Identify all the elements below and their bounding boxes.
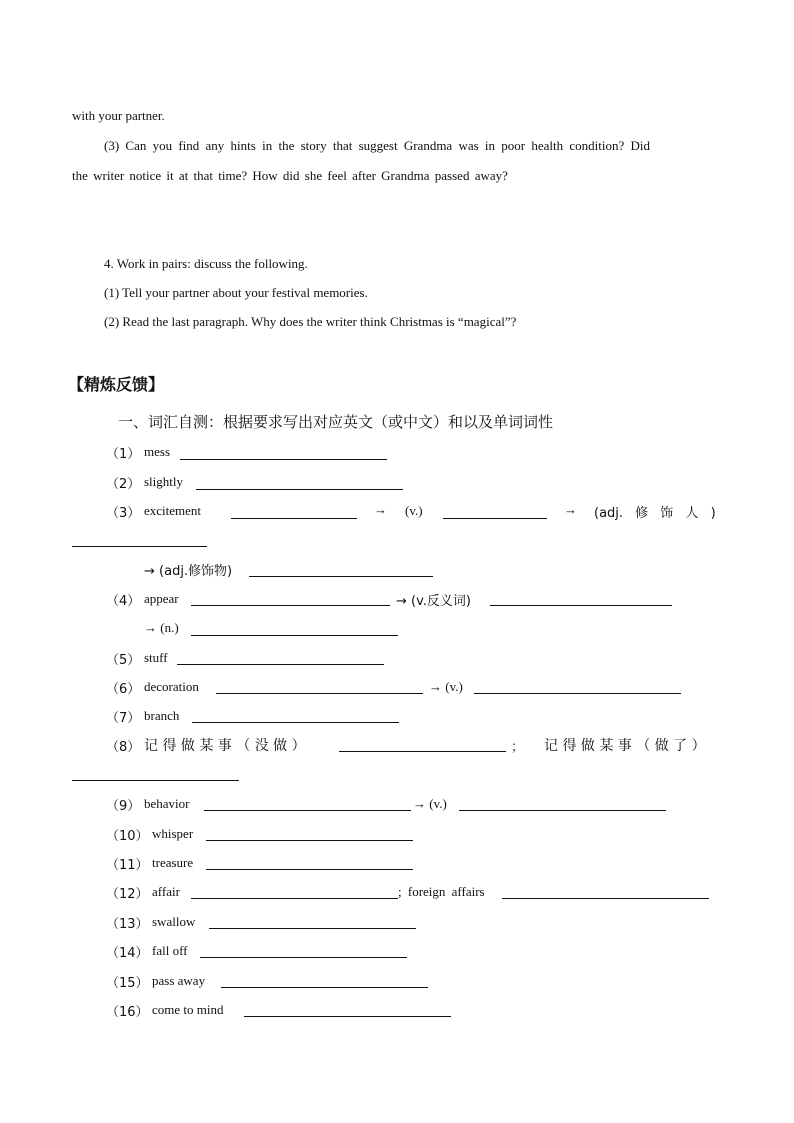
answer-blank[interactable] [231, 518, 357, 519]
vocab-word: ; foreign affairs [398, 884, 485, 899]
answer-blank[interactable] [191, 898, 398, 899]
answer-blank[interactable] [72, 780, 239, 781]
item-number: （4） [106, 594, 141, 609]
item-number: （11） [106, 858, 149, 873]
question-3-line-2: the writer notice it at that time? How did she feel after Grandma passed away? [72, 168, 508, 183]
item-number: （3） [106, 506, 141, 521]
paragraph-line: with your partner. [72, 108, 165, 123]
item-number: （9） [106, 799, 141, 814]
vocab-word: 记 得 做 某 事 （ 做 了 ） [544, 738, 706, 754]
vocab-word: treasure [152, 855, 194, 870]
answer-blank[interactable] [191, 635, 398, 636]
question-3-line-1: (3) Can you find any hints in the story that suggest Grandma was in poor health condition? Did [104, 138, 650, 153]
answer-blank[interactable] [221, 987, 428, 988]
arrow-icon: → [374, 502, 387, 517]
pos-label: → (v.反义词) [396, 594, 471, 609]
vocab-word: stuff [144, 650, 168, 665]
vocab-word: mess [144, 444, 170, 459]
vocab-word: affair [152, 884, 180, 899]
task-4-heading: 4. Work in pairs: discuss the following. [104, 256, 308, 271]
answer-blank[interactable] [200, 957, 407, 958]
answer-blank[interactable] [206, 869, 413, 870]
vocab-word: fall off [152, 943, 188, 958]
vocab-word: come to mind [152, 1002, 224, 1017]
answer-blank[interactable] [502, 898, 709, 899]
separator: ； [511, 740, 525, 755]
answer-blank[interactable] [206, 840, 413, 841]
answer-blank[interactable] [244, 1016, 451, 1017]
section-title: 【精炼反馈】 [68, 375, 165, 394]
answer-blank[interactable] [459, 810, 666, 811]
vocab-word: appear [144, 591, 179, 606]
answer-blank[interactable] [192, 722, 399, 723]
vocab-word: behavior [144, 796, 190, 811]
answer-blank[interactable] [216, 693, 423, 694]
task-4-question-2: (2) Read the last paragraph. Why does the writer think Christmas is “magical”? [104, 314, 517, 329]
section-subtitle: 一、词汇自测：根据要求写出对应英文（或中文）和以及单词词性 [118, 413, 554, 431]
vocab-word: excitement [144, 503, 202, 518]
answer-blank[interactable] [196, 489, 403, 490]
answer-blank[interactable] [339, 751, 506, 752]
item-number: （7） [106, 711, 141, 726]
pos-label: → (v.) [413, 796, 447, 811]
vocab-word: whisper [152, 826, 194, 841]
vocab-word: 记 得 做 某 事 （ 没 做 ） [144, 738, 306, 754]
item-number: （6） [106, 682, 141, 697]
answer-blank[interactable] [180, 459, 387, 460]
answer-blank[interactable] [249, 576, 433, 577]
arrow-icon: → [564, 502, 577, 517]
pos-label: (v.) [405, 503, 423, 518]
item-number: （14） [106, 946, 149, 961]
item-number: （8） [106, 740, 141, 755]
pos-label: (adj. 修 饰 人 ) [594, 506, 716, 521]
item-number: （1） [106, 447, 141, 462]
vocab-word: swallow [152, 914, 196, 929]
item-number: （10） [106, 829, 149, 844]
pos-label: → (adj.修饰物) [144, 564, 233, 579]
answer-blank[interactable] [209, 928, 416, 929]
item-number: （13） [106, 917, 149, 932]
item-number: （15） [106, 976, 149, 991]
pos-label: → (v.) [429, 679, 463, 694]
answer-blank[interactable] [443, 518, 547, 519]
answer-blank[interactable] [191, 605, 390, 606]
item-number: （12） [106, 887, 149, 902]
vocab-word: decoration [144, 679, 199, 694]
item-number: （5） [106, 653, 141, 668]
task-4-question-1: (1) Tell your partner about your festival memories. [104, 285, 368, 300]
answer-blank[interactable] [72, 546, 207, 547]
answer-blank[interactable] [474, 693, 681, 694]
item-number: （16） [106, 1005, 149, 1020]
answer-blank[interactable] [204, 810, 411, 811]
vocab-word: slightly [144, 474, 184, 489]
vocab-word: branch [144, 708, 180, 723]
answer-blank[interactable] [177, 664, 384, 665]
vocab-word: pass away [152, 973, 206, 988]
pos-label: → (n.) [144, 620, 179, 635]
answer-blank[interactable] [490, 605, 672, 606]
item-number: （2） [106, 477, 141, 492]
